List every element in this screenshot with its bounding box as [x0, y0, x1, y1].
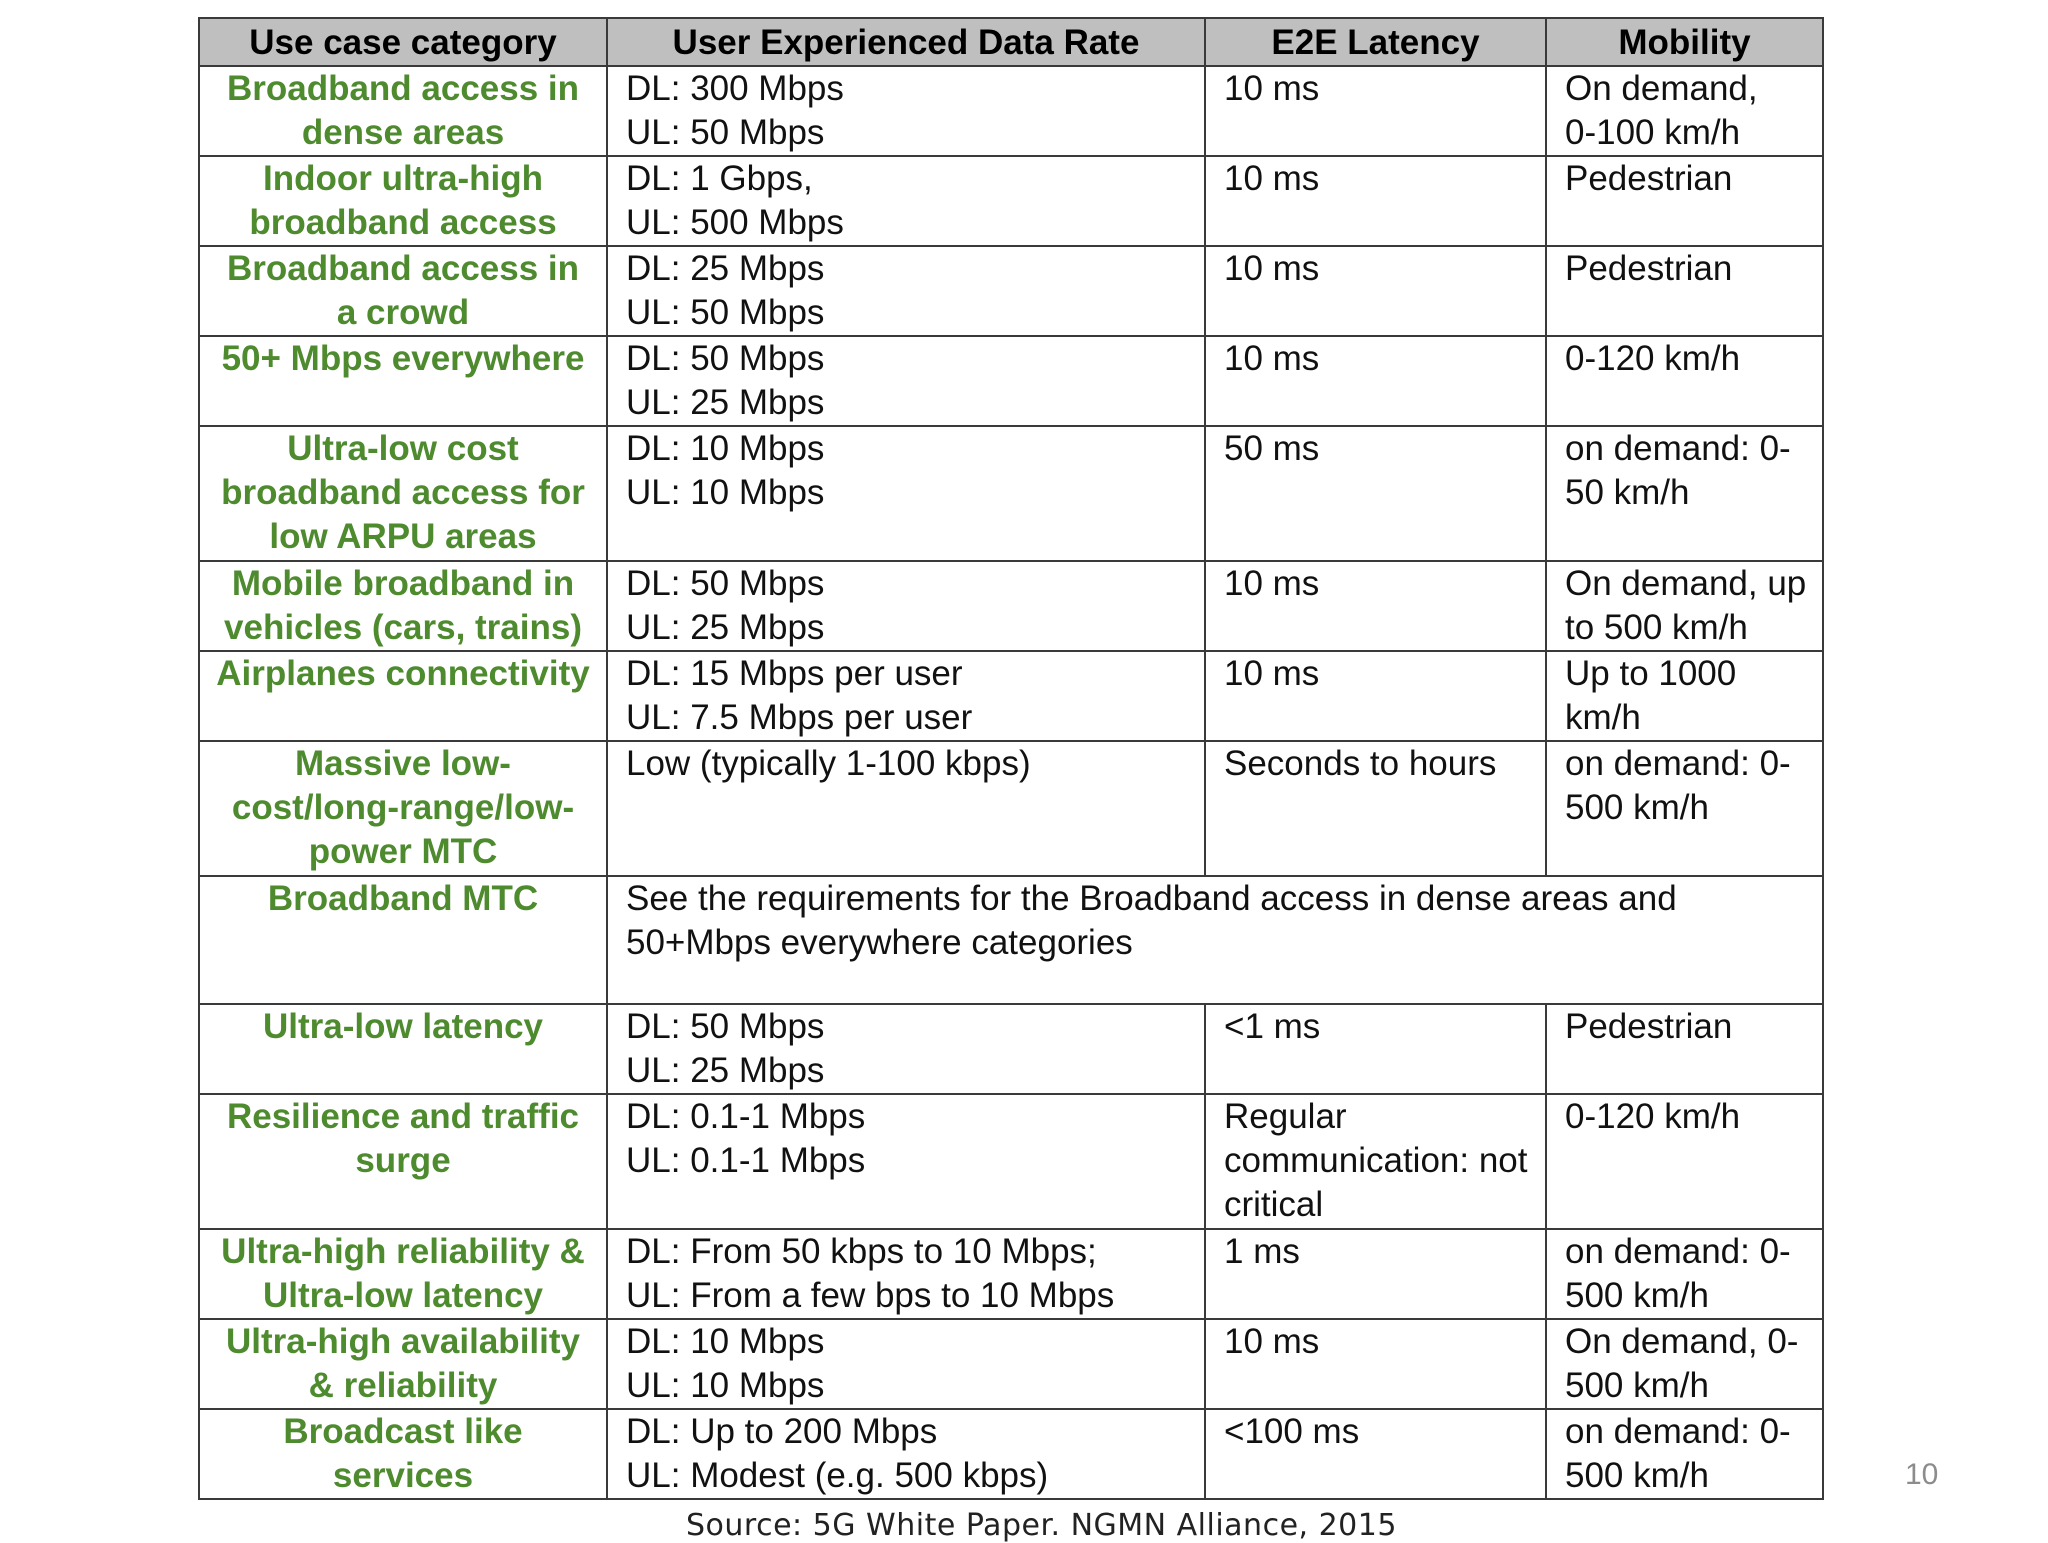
- use-case-category-cell-line: services: [332, 1456, 474, 1495]
- data-rate-cell: [607, 741, 1205, 876]
- data-rate-cell-line: DL: 25 Mbps: [626, 249, 825, 288]
- use-case-category-cell-line: Ultra-low latency: [262, 1007, 544, 1046]
- latency-cell-line: 1 ms: [1224, 1232, 1300, 1271]
- data-rate-cell-line: UL: 50 Mbps: [626, 113, 825, 152]
- use-case-category-cell: [199, 66, 607, 156]
- use-case-category-cell-line: Broadcast like: [283, 1412, 523, 1451]
- data-rate-cell: [607, 1319, 1205, 1409]
- use-case-category-cell-line: vehicles (cars, trains): [224, 608, 582, 647]
- mobility-cell: [1546, 651, 1823, 741]
- table-header-row: [199, 18, 1823, 66]
- mobility-cell: [1546, 1229, 1823, 1319]
- latency-cell: [1205, 1229, 1546, 1319]
- mobility-cell: [1546, 426, 1823, 561]
- use-case-category-cell-line: Airplanes connectivity: [216, 654, 590, 693]
- data-rate-cell-line: UL: 10 Mbps: [626, 473, 825, 512]
- data-rate-cell: [607, 156, 1205, 246]
- use-case-category-cell-line: Indoor ultra-high: [263, 159, 543, 198]
- latency-cell-line: 10 ms: [1224, 1322, 1320, 1361]
- mobility-cell-line: Pedestrian: [1565, 159, 1733, 198]
- use-case-category-cell-line: Massive low-: [295, 744, 511, 783]
- use-case-category-cell: [199, 1229, 607, 1319]
- latency-cell: [1205, 1004, 1546, 1094]
- latency-cell-line: 10 ms: [1224, 654, 1320, 693]
- table-row: [199, 1409, 1823, 1499]
- use-case-category-cell-line: Ultra-low latency: [262, 1276, 544, 1315]
- latency-cell-line: communication: not: [1224, 1141, 1528, 1180]
- data-rate-cell-line: DL: 50 Mbps: [626, 564, 825, 603]
- table-row: [199, 561, 1823, 651]
- mobility-cell: [1546, 741, 1823, 876]
- data-rate-cell-line: DL: From 50 kbps to 10 Mbps;: [626, 1232, 1097, 1271]
- data-rate-cell-line: UL: 25 Mbps: [626, 608, 825, 647]
- mobility-cell-line: 500 km/h: [1565, 1456, 1709, 1495]
- mobility-cell: [1546, 561, 1823, 651]
- data-rate-cell: [607, 1409, 1205, 1499]
- latency-cell: [1205, 336, 1546, 426]
- use-case-category-cell-line: power MTC: [308, 832, 498, 871]
- mobility-cell-line: 500 km/h: [1565, 1366, 1709, 1405]
- table-row: [199, 246, 1823, 336]
- data-rate-cell-line: UL: 7.5 Mbps per user: [626, 698, 973, 737]
- mobility-cell-line: 0-100 km/h: [1565, 113, 1741, 152]
- data-rate-cell: [607, 1094, 1205, 1229]
- data-rate-cell: [607, 246, 1205, 336]
- header-e2e-latency: E2E Latency: [1205, 18, 1546, 66]
- mobility-cell-line: on demand: 0-: [1565, 1412, 1791, 1451]
- header-mobility: Mobility: [1546, 18, 1823, 66]
- use-case-category-cell: [199, 741, 607, 876]
- data-rate-cell-line: DL: Up to 200 Mbps: [626, 1412, 938, 1451]
- latency-cell: [1205, 426, 1546, 561]
- latency-cell-line: Regular: [1224, 1097, 1347, 1136]
- table-row: [199, 426, 1823, 561]
- mobility-cell-line: 50 km/h: [1565, 473, 1690, 512]
- mobility-cell: [1546, 1004, 1823, 1094]
- use-case-category-cell-line: Ultra-high availability: [226, 1322, 580, 1361]
- data-rate-cell: [607, 651, 1205, 741]
- mobility-cell-line: On demand, up: [1565, 564, 1807, 603]
- data-rate-cell-line: DL: 50 Mbps: [626, 339, 825, 378]
- requirements-table: [198, 17, 1824, 1500]
- data-rate-cell: [607, 1004, 1205, 1094]
- use-case-category-cell: [199, 876, 607, 1004]
- latency-cell: [1205, 741, 1546, 876]
- mobility-cell-line: On demand,: [1565, 69, 1758, 108]
- use-case-category-cell: [199, 426, 607, 561]
- table-row: [199, 66, 1823, 156]
- mobility-cell: [1546, 66, 1823, 156]
- use-case-category-cell-line: dense areas: [301, 113, 505, 152]
- data-rate-cell-line: UL: Modest (e.g. 500 kbps): [626, 1456, 1049, 1495]
- mobility-cell-line: to 500 km/h: [1565, 608, 1748, 647]
- latency-cell: [1205, 1319, 1546, 1409]
- use-case-category-cell: [199, 651, 607, 741]
- mobility-cell: [1546, 246, 1823, 336]
- use-case-category-cell: [199, 336, 607, 426]
- latency-cell: [1205, 156, 1546, 246]
- mobility-cell-line: on demand: 0-: [1565, 429, 1791, 468]
- header-data-rate: User Experienced Data Rate: [607, 18, 1205, 66]
- table-row: [199, 876, 1823, 1004]
- table-row: [199, 1004, 1823, 1094]
- latency-cell: [1205, 561, 1546, 651]
- mobility-cell: [1546, 1094, 1823, 1229]
- mobility-cell-line: on demand: 0-: [1565, 1232, 1791, 1271]
- mobility-cell: [1546, 156, 1823, 246]
- latency-cell-line: <1 ms: [1224, 1007, 1321, 1046]
- data-rate-cell: [607, 426, 1205, 561]
- source-citation: Source: 5G White Paper. NGMN Alliance, 2015: [686, 1508, 1397, 1543]
- latency-cell: [1205, 246, 1546, 336]
- use-case-category-cell-line: Broadband access in: [226, 249, 580, 288]
- mobility-cell: [1546, 1319, 1823, 1409]
- table-row: [199, 1229, 1823, 1319]
- latency-cell: [1205, 66, 1546, 156]
- data-rate-cell-line: UL: 10 Mbps: [626, 1366, 825, 1405]
- use-case-category-cell-line: broadband access for: [221, 473, 585, 512]
- use-case-category-cell-line: Mobile broadband in: [231, 564, 575, 603]
- latency-cell: [1205, 1094, 1546, 1229]
- use-case-category-cell-line: Resilience and traffic: [226, 1097, 580, 1136]
- mobility-cell: [1546, 1409, 1823, 1499]
- latency-cell-line: Seconds to hours: [1224, 744, 1497, 783]
- latency-cell-line: 10 ms: [1224, 69, 1320, 108]
- data-rate-cell-line: UL: From a few bps to 10 Mbps: [626, 1276, 1115, 1315]
- data-rate-cell-line: UL: 50 Mbps: [626, 293, 825, 332]
- data-rate-cell-line: DL: 50 Mbps: [626, 1007, 825, 1046]
- data-rate-cell-line: UL: 25 Mbps: [626, 383, 825, 422]
- mobility-cell-line: Pedestrian: [1565, 249, 1733, 288]
- data-rate-cell-line: DL: 0.1-1 Mbps: [626, 1097, 866, 1136]
- use-case-category-cell-line: broadband access: [249, 203, 557, 242]
- mobility-cell-line: on demand: 0-: [1565, 744, 1791, 783]
- use-case-category-cell: [199, 1319, 607, 1409]
- data-rate-cell-line: DL: 10 Mbps: [626, 429, 825, 468]
- use-case-category-cell-line: 50+ Mbps everywhere: [221, 339, 585, 378]
- table-row: [199, 336, 1823, 426]
- latency-cell: [1205, 651, 1546, 741]
- data-rate-cell-line: DL: 1 Gbps,: [626, 159, 813, 198]
- use-case-category-cell-line: surge: [355, 1141, 451, 1180]
- use-case-category-cell: [199, 156, 607, 246]
- merged-requirements-cell-text: See the requirements for the Broadband access in dense areas and 50+Mbps everywhere categories: [626, 879, 1677, 962]
- mobility-cell: [1546, 336, 1823, 426]
- table-row: [199, 156, 1823, 246]
- latency-cell-line: 10 ms: [1224, 339, 1320, 378]
- data-rate-cell: [607, 561, 1205, 651]
- mobility-cell-line: Pedestrian: [1565, 1007, 1733, 1046]
- latency-cell: [1205, 1409, 1546, 1499]
- use-case-category-cell: [199, 1409, 607, 1499]
- use-case-category-cell-line: low ARPU areas: [269, 517, 537, 556]
- use-case-category-cell-line: Broadband access in: [226, 69, 580, 108]
- use-case-category-cell-line: cost/long-range/low-: [231, 788, 575, 827]
- latency-cell-line: critical: [1224, 1185, 1324, 1224]
- data-rate-cell-line: Low (typically 1-100 kbps): [626, 744, 1031, 783]
- use-case-category-cell-line: Ultra-high reliability &: [221, 1232, 585, 1271]
- use-case-category-cell: [199, 246, 607, 336]
- data-rate-cell-line: UL: 0.1-1 Mbps: [626, 1141, 866, 1180]
- mobility-cell-line: On demand, 0-: [1565, 1322, 1799, 1361]
- mobility-cell-line: 500 km/h: [1565, 1276, 1709, 1315]
- mobility-cell-line: km/h: [1565, 698, 1641, 737]
- data-rate-cell-line: UL: 500 Mbps: [626, 203, 844, 242]
- use-case-category-cell: [199, 1094, 607, 1229]
- use-case-category-cell-line: & reliability: [308, 1366, 498, 1405]
- data-rate-cell: [607, 336, 1205, 426]
- data-rate-cell: [607, 1229, 1205, 1319]
- use-case-category-cell-line: a crowd: [336, 293, 470, 332]
- mobility-cell-line: 0-120 km/h: [1565, 1097, 1741, 1136]
- table-row: [199, 651, 1823, 741]
- data-rate-cell-line: DL: 300 Mbps: [626, 69, 844, 108]
- page-number: 10: [1905, 1458, 1939, 1491]
- table-row: [199, 1094, 1823, 1229]
- use-case-category-cell: [199, 561, 607, 651]
- data-rate-cell-line: DL: 15 Mbps per user: [626, 654, 963, 693]
- merged-requirements-cell: [607, 876, 1823, 1004]
- latency-cell-line: 10 ms: [1224, 159, 1320, 198]
- table-body: [199, 66, 1823, 1499]
- latency-cell-line: 10 ms: [1224, 564, 1320, 603]
- latency-cell-line: <100 ms: [1224, 1412, 1360, 1451]
- mobility-cell-line: Up to 1000: [1565, 654, 1737, 693]
- table-row: [199, 741, 1823, 876]
- latency-cell-line: 10 ms: [1224, 249, 1320, 288]
- data-rate-cell-line: DL: 10 Mbps: [626, 1322, 825, 1361]
- use-case-category-cell: [199, 1004, 607, 1094]
- data-rate-cell-line: UL: 25 Mbps: [626, 1051, 825, 1090]
- mobility-cell-line: 500 km/h: [1565, 788, 1709, 827]
- table-row: [199, 1319, 1823, 1409]
- header-use-case-category: Use case category: [199, 18, 607, 66]
- use-case-category-cell-line: Ultra-low cost: [287, 429, 519, 468]
- use-case-category-cell-line: Broadband MTC: [267, 879, 539, 918]
- latency-cell-line: 50 ms: [1224, 429, 1320, 468]
- data-rate-cell: [607, 66, 1205, 156]
- mobility-cell-line: 0-120 km/h: [1565, 339, 1741, 378]
